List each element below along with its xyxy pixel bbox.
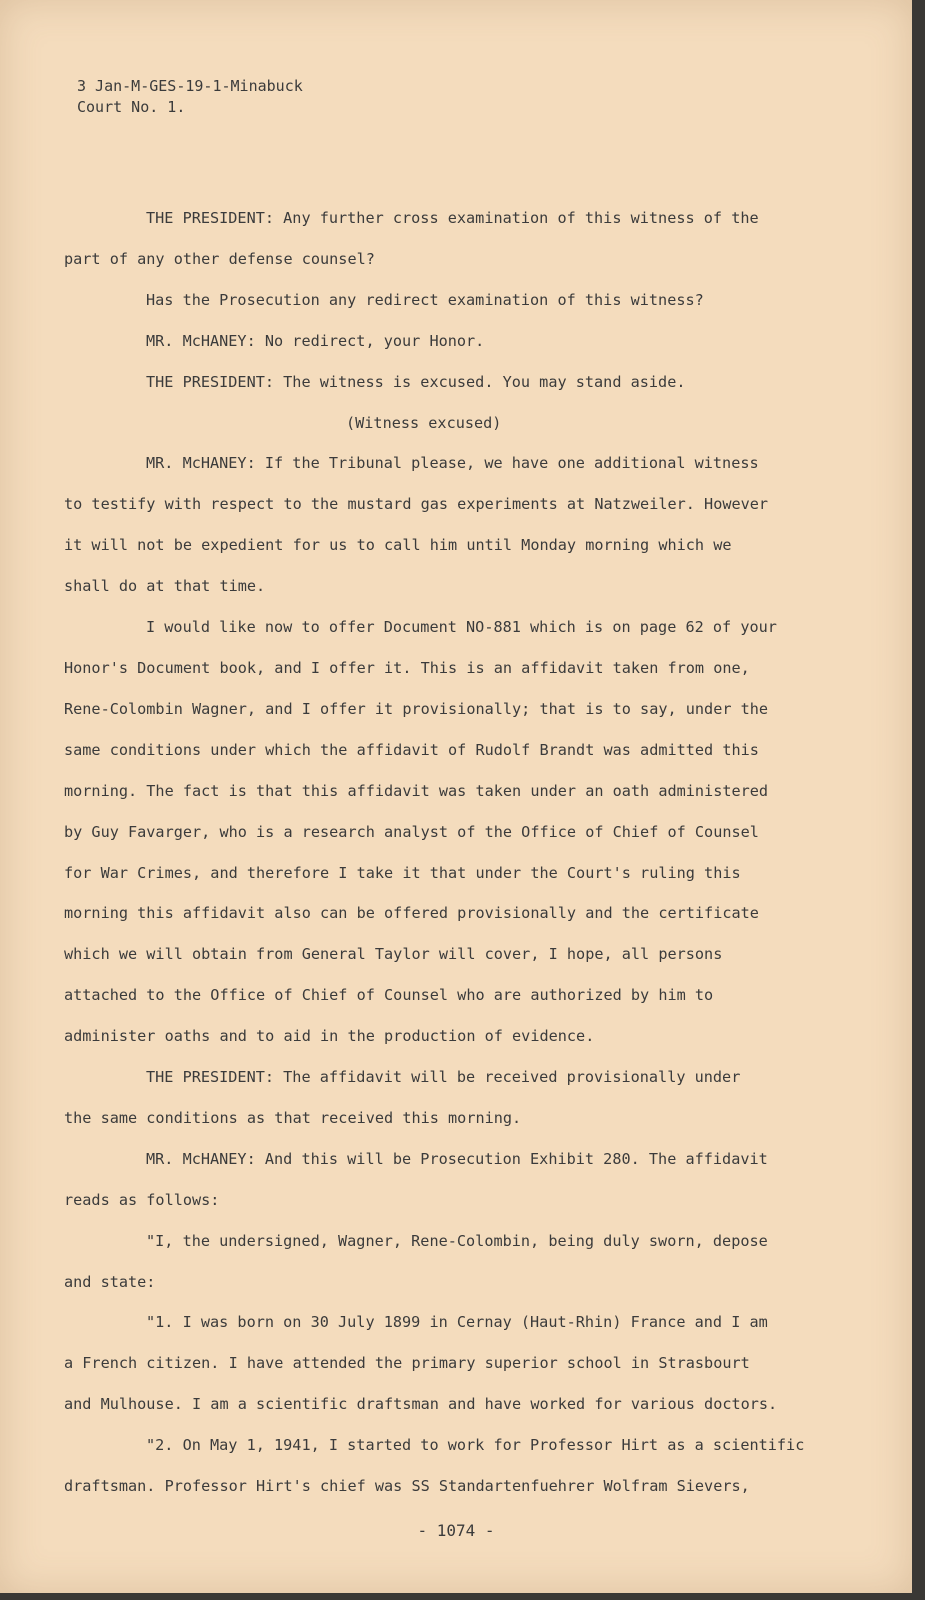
transcript-line: administer oaths and to aid in the production of evidence. <box>64 1027 595 1046</box>
header-court: Court No. 1. <box>77 98 186 116</box>
transcript-line: morning. The fact is that this affidavit was taken under an oath administered <box>64 781 769 800</box>
transcript-line: Honor's Document book, and I offer it. This is an affidavit taken from one, <box>64 658 750 677</box>
transcript-line: which we will obtain from General Taylor will cover, I hope, all persons <box>64 945 723 964</box>
transcript-line: same conditions under which the affidavit of Rudolf Brandt was admitted this <box>64 740 759 759</box>
document-header <box>77 76 303 118</box>
transcript-line: MR. McHANEY: No redirect, your Honor. <box>146 331 485 350</box>
page-number: - 1074 - <box>417 1521 495 1540</box>
transcript-line: THE PRESIDENT: The affidavit will be received provisionally under <box>146 1068 741 1087</box>
transcript-line: reads as follows: <box>64 1190 220 1209</box>
transcript-line: and state: <box>64 1272 156 1291</box>
transcript-line: morning this affidavit also can be offered provisionally and the certificate <box>64 904 759 923</box>
transcript-line: I would like now to offer Document NO-881 which is on page 62 of your <box>146 618 777 637</box>
transcript-line: the same conditions as that received this morning. <box>64 1108 522 1127</box>
transcript-line: THE PRESIDENT: Any further cross examination of this witness of the <box>146 209 759 227</box>
header-reference: 3 Jan-M-GES-19-1-Minabuck <box>77 77 303 95</box>
transcript-line: attached to the Office of Chief of Counsel who are authorized by him to <box>64 986 714 1005</box>
transcript-line: a French citizen. I have attended the primary superior school in Strasbourt <box>64 1354 750 1373</box>
transcript-line: "I, the undersigned, Wagner, Rene-Colombin, being duly sworn, depose <box>146 1231 768 1250</box>
transcript-line: "1. I was born on 30 July 1899 in Cernay (Haut-Rhin) France and I am <box>146 1313 768 1332</box>
transcript-line: draftsman. Professor Hirt's chief was SS Standartenfuehrer Wolfram Sievers, <box>64 1477 750 1496</box>
transcript-line: Rene-Colombin Wagner, and I offer it provisionally; that is to say, under the <box>64 699 769 718</box>
transcript-line: MR. McHANEY: And this will be Prosecution Exhibit 280. The affidavit <box>146 1149 768 1168</box>
transcript-line: "2. On May 1, 1941, I started to work for Professor Hirt as a scientific <box>146 1436 805 1455</box>
transcript-line: Has the Prosecution any redirect examination of this witness? <box>146 290 704 309</box>
transcript-line: to testify with respect to the mustard gas experiments at Natzweiler. However <box>64 495 769 514</box>
transcript-line: for War Crimes, and therefore I take it that under the Court's ruling this <box>64 863 741 882</box>
transcript-line: it will not be expedient for us to call him until Monday morning which we <box>64 536 732 555</box>
transcript-line: THE PRESIDENT: The witness is excused. You may stand aside. <box>146 372 686 391</box>
transcript-line: and Mulhouse. I am a scientific draftsman and have worked for various doctors. <box>64 1395 778 1414</box>
witness-excused-note: (Witness excused) <box>346 413 502 432</box>
transcript-line: part of any other defense counsel? <box>64 249 375 268</box>
transcript-body <box>64 198 854 1507</box>
transcript-line: MR. McHANEY: If the Tribunal please, we have one additional witness <box>146 454 759 473</box>
transcript-line: shall do at that time. <box>64 577 266 596</box>
transcript-line: by Guy Favarger, who is a research analyst of the Office of Chief of Counsel <box>64 822 759 841</box>
